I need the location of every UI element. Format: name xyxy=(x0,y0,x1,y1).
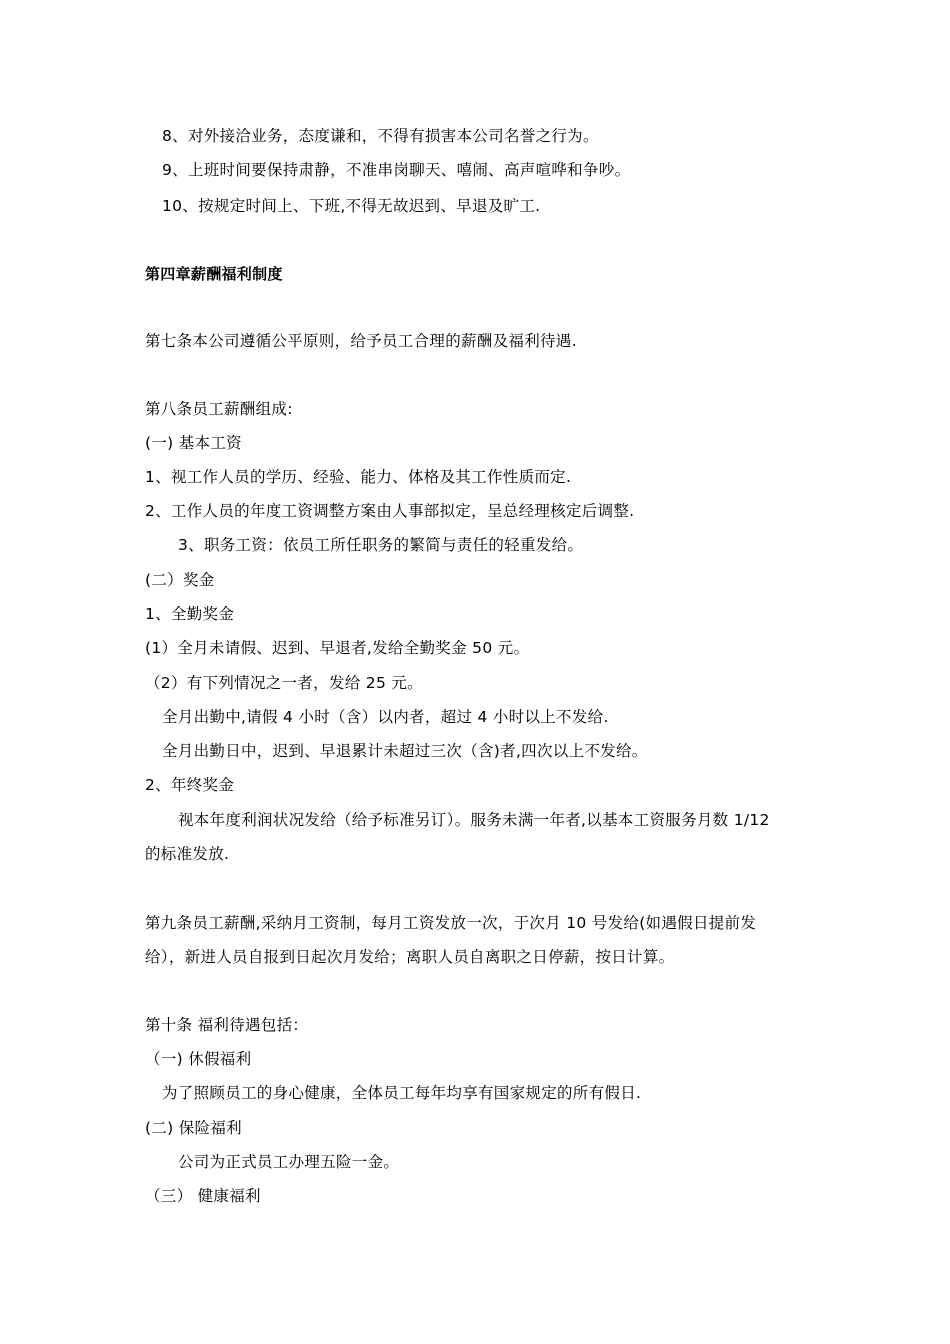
basic-salary-item-3: 3、职务工资：依员工所任职务的繁简与责任的轻重发给。 xyxy=(178,536,584,554)
holiday-welfare-text: 为了照顾员工的身心健康，全体员工每年均享有国家规定的所有假日. xyxy=(162,1084,642,1102)
rule-item-10: 10、按规定时间上、下班,不得无故迟到、早退及旷工. xyxy=(162,197,541,215)
bonus-condition-1: 全月出勤中,请假 4 小时（含）以内者，超过 4 小时以上不发给. xyxy=(162,708,609,726)
bonus-year-end-text-2: 的标准发放. xyxy=(145,845,230,863)
chapter-heading: 第四章薪酬福利制度 xyxy=(145,265,283,283)
article-9-line-1: 第九条员工薪酬,采纳月工资制，每月工资发放一次，于次月 10 号发给(如遇假日提前发 xyxy=(145,914,757,932)
bonus-attendance-item-2: （2）有下列情况之一者，发给 25 元。 xyxy=(145,674,423,692)
article-10-title: 第十条 福利待遇包括： xyxy=(145,1016,309,1034)
article-8-title: 第八条员工薪酬组成: xyxy=(145,400,293,418)
article-9-line-2: 给），新进人员自报到日起次月发给；离职人员自离职之日停薪，按日计算。 xyxy=(145,948,675,966)
section-bonus: (二）奖金 xyxy=(145,571,215,589)
section-health-welfare: （三） 健康福利 xyxy=(145,1187,261,1205)
section-holiday-welfare: （一) 休假福利 xyxy=(145,1050,252,1068)
rule-item-9: 9、上班时间要保持肃静，不准串岗聊天、嘻闹、高声喧哗和争吵。 xyxy=(162,161,631,179)
article-7: 第七条本公司遵循公平原则，给予员工合理的薪酬及福利待遇. xyxy=(145,332,577,350)
rule-item-8: 8、对外接洽业务，态度谦和，不得有损害本公司名誉之行为。 xyxy=(162,127,599,145)
section-basic-salary: (一) 基本工资 xyxy=(145,434,242,452)
bonus-condition-2: 全月出勤日中，迟到、早退累计未超过三次（含)者,四次以上不发给。 xyxy=(162,742,648,760)
basic-salary-item-2: 2、工作人员的年度工资调整方案由人事部拟定，呈总经理核定后调整. xyxy=(145,502,635,520)
insurance-welfare-text: 公司为正式员工办理五险一金。 xyxy=(178,1153,400,1171)
section-insurance-welfare: (二) 保险福利 xyxy=(145,1119,242,1137)
bonus-attendance-title: 1、全勤奖金 xyxy=(145,605,235,623)
bonus-year-end-title: 2、年终奖金 xyxy=(145,776,235,794)
basic-salary-item-1: 1、视工作人员的学历、经验、能力、体格及其工作性质而定. xyxy=(145,468,572,486)
bonus-year-end-text-1: 视本年度利润状况发给（给予标准另订）。服务未满一年者,以基本工资服务月数 1/12 xyxy=(178,811,770,829)
bonus-attendance-item-1: (1）全月未请假、迟到、早退者,发给全勤奖金 50 元。 xyxy=(145,639,530,657)
